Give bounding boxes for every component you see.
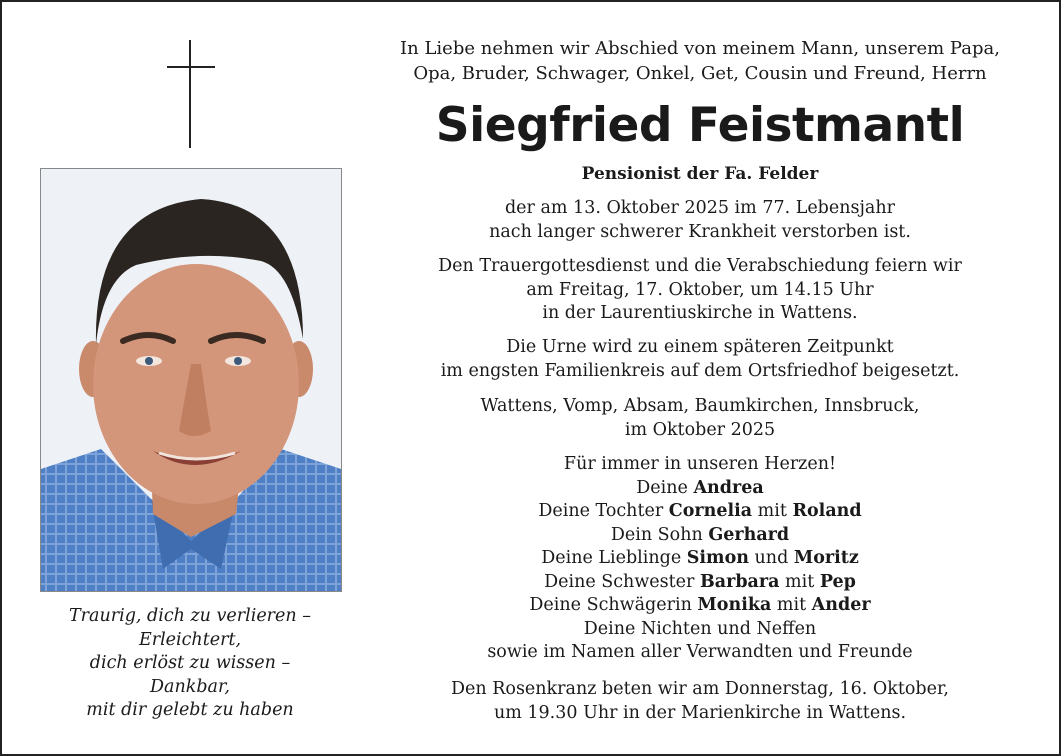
left-column: [2, 2, 382, 754]
service-line: in der Laurentiuskirche in Wattens.: [542, 303, 858, 323]
urn-info: [388, 336, 1012, 383]
service-info: [388, 255, 1012, 326]
intro-line: In Liebe nehmen wir Abschied von meinem Mann, unserem Papa,: [400, 38, 1000, 59]
death-line: der am 13. Oktober 2025 im 77. Lebensjahr: [504, 198, 895, 218]
family-line: Deine Lieblinge Simon und Moritz: [541, 548, 859, 568]
rosary-info: [388, 678, 1012, 725]
poem-line: dich erlöst zu wissen –: [89, 653, 291, 673]
deceased-name: Siegfried Feistmantl: [435, 98, 965, 153]
family-line: Deine Andrea: [636, 477, 764, 498]
place-date: [388, 395, 1012, 442]
poem: [40, 605, 340, 723]
family-heading: Für immer in unseren Herzen!: [563, 454, 837, 474]
intro-text: [388, 36, 1012, 86]
service-line: am Freitag, 17. Oktober, um 14.15 Uhr: [526, 279, 874, 300]
rosary-line: um 19.30 Uhr in der Marienkirche in Wattens.: [493, 702, 907, 723]
place-line: im Oktober 2025: [624, 419, 776, 440]
portrait-illustration: [41, 169, 341, 591]
family-line: Deine Nichten und Neffen: [583, 618, 817, 639]
portrait-photo: [40, 168, 342, 592]
rosary-line: Den Rosenkranz beten wir am Donnerstag, 16. Oktober,: [451, 679, 949, 699]
family-line: Deine Schwester Barbara mit Pep: [544, 571, 856, 592]
poem-line: Erleichtert,: [138, 629, 242, 650]
cross-icon: [167, 40, 215, 148]
service-line: Den Trauergottesdienst und die Verabschiedung feiern wir: [438, 256, 962, 276]
family-line: Deine Schwägerin Monika mit Ander: [529, 595, 871, 615]
poem-line: Dankbar,: [150, 676, 230, 697]
place-line: Wattens, Vomp, Absam, Baumkirchen, Innsbruck,: [480, 396, 920, 416]
urn-line: im engsten Familienkreis auf dem Ortsfriedhof beigesetzt.: [440, 360, 960, 381]
poem-line: Traurig, dich zu verlieren –: [69, 606, 311, 626]
intro-line: Opa, Bruder, Schwager, Onkel, Get, Cousin und Freund, Herrn: [413, 63, 987, 84]
family-line: Dein Sohn Gerhard: [610, 524, 790, 545]
family-line: sowie im Namen aller Verwandten und Freunde: [487, 642, 913, 662]
occupation: Pensionist der Fa. Felder: [581, 164, 819, 184]
death-line: nach langer schwerer Krankheit verstorben ist.: [489, 221, 911, 242]
family-line: Deine Tochter Cornelia mit Roland: [538, 501, 862, 521]
urn-line: Die Urne wird zu einem späteren Zeitpunkt: [506, 337, 894, 357]
family-list: [388, 453, 1012, 665]
poem-line: mit dir gelebt zu haben: [86, 700, 294, 720]
death-notice: [388, 197, 1012, 244]
